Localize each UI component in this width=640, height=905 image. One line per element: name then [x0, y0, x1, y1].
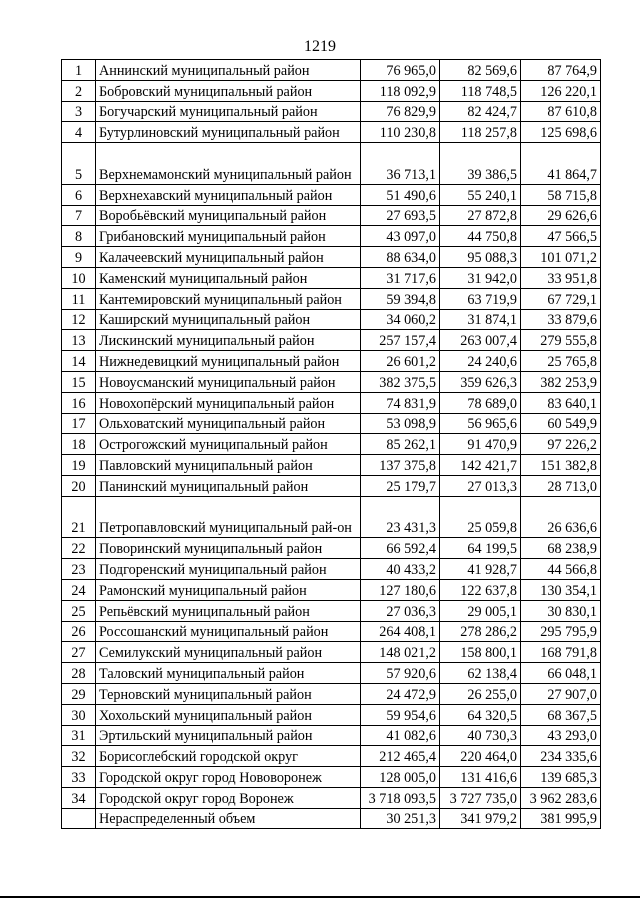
row-value-3-cell: 68 367,5	[521, 704, 601, 725]
row-value-3-cell: 29 626,6	[521, 205, 601, 226]
row-value-3-cell: 3 962 283,6	[521, 787, 601, 808]
row-number-cell: 16	[62, 392, 96, 413]
row-number-cell: 14	[62, 351, 96, 372]
table-row	[62, 122, 601, 143]
row-value-1-cell: 53 098,9	[361, 413, 440, 434]
row-value-3-cell: 87 610,8	[521, 101, 601, 122]
table-row	[62, 787, 601, 808]
row-value-2-cell: 3 727 735,0	[440, 787, 521, 808]
row-name-cell: Эртильский муниципальный район	[96, 725, 361, 746]
row-value-3-cell: 279 555,8	[521, 330, 601, 351]
table-row	[62, 392, 601, 413]
row-value-3-cell: 68 238,9	[521, 538, 601, 559]
table-row	[62, 226, 601, 247]
row-value-1-cell: 382 375,5	[361, 371, 440, 392]
row-number-cell: 24	[62, 579, 96, 600]
row-value-2-cell: 26 255,0	[440, 683, 521, 704]
row-value-1-cell: 76 965,0	[361, 60, 440, 81]
table-row	[62, 267, 601, 288]
table-body	[62, 60, 601, 829]
row-value-2-cell: 44 750,8	[440, 226, 521, 247]
row-name-cell: Кантемировский муниципальный район	[96, 288, 361, 309]
row-value-1-cell: 59 394,8	[361, 288, 440, 309]
row-value-2-cell: 131 416,6	[440, 767, 521, 788]
budget-table	[61, 59, 601, 829]
row-value-1-cell: 264 408,1	[361, 621, 440, 642]
row-value-3-cell: 67 729,1	[521, 288, 601, 309]
table-row	[62, 808, 601, 829]
row-number-cell: 3	[62, 101, 96, 122]
row-name-cell: Терновский муниципальный район	[96, 683, 361, 704]
row-value-2-cell: 118 257,8	[440, 122, 521, 143]
row-value-2-cell: 31 874,1	[440, 309, 521, 330]
row-number-cell: 7	[62, 205, 96, 226]
row-value-2-cell: 55 240,1	[440, 184, 521, 205]
row-name-cell: Лискинский муниципальный район	[96, 330, 361, 351]
row-value-1-cell: 66 592,4	[361, 538, 440, 559]
row-name-cell: Хохольский муниципальный район	[96, 704, 361, 725]
row-value-3-cell: 30 830,1	[521, 600, 601, 621]
row-value-1-cell: 57 920,6	[361, 663, 440, 684]
row-number-cell: 12	[62, 309, 96, 330]
row-name-cell: Каширский муниципальный район	[96, 309, 361, 330]
row-value-1-cell: 41 082,6	[361, 725, 440, 746]
row-value-1-cell: 51 490,6	[361, 184, 440, 205]
table-row	[62, 288, 601, 309]
row-value-3-cell: 101 071,2	[521, 247, 601, 268]
row-number-cell: 2	[62, 80, 96, 101]
table-row	[62, 371, 601, 392]
row-value-1-cell: 257 157,4	[361, 330, 440, 351]
row-value-2-cell: 24 240,6	[440, 351, 521, 372]
row-value-1-cell: 26 601,2	[361, 351, 440, 372]
table-row	[62, 559, 601, 580]
table-row	[62, 309, 601, 330]
row-value-2-cell: 40 730,3	[440, 725, 521, 746]
row-name-cell: Новохопёрский муниципальный район	[96, 392, 361, 413]
row-number-cell: 22	[62, 538, 96, 559]
table-row	[62, 767, 601, 788]
row-name-cell: Аннинский муниципальный район	[96, 60, 361, 81]
row-value-1-cell: 43 097,0	[361, 226, 440, 247]
row-value-3-cell: 139 685,3	[521, 767, 601, 788]
row-value-3-cell: 83 640,1	[521, 392, 601, 413]
table-row	[62, 475, 601, 496]
row-name-cell: Рамонский муниципальный район	[96, 579, 361, 600]
row-number-cell: 6	[62, 184, 96, 205]
table-row	[62, 184, 601, 205]
row-value-1-cell: 27 036,3	[361, 600, 440, 621]
row-value-2-cell: 78 689,0	[440, 392, 521, 413]
row-value-1-cell: 36 713,1	[361, 143, 440, 185]
row-value-2-cell: 341 979,2	[440, 808, 521, 829]
row-number-cell: 13	[62, 330, 96, 351]
row-value-1-cell: 40 433,2	[361, 559, 440, 580]
row-number-cell: 1	[62, 60, 96, 81]
row-name-cell: Россошанский муниципальный район	[96, 621, 361, 642]
row-name-cell: Семилукский муниципальный район	[96, 642, 361, 663]
table-row	[62, 434, 601, 455]
row-number-cell: 4	[62, 122, 96, 143]
table-row	[62, 351, 601, 372]
page-number: 1219	[304, 38, 336, 55]
row-name-cell: Богучарский муниципальный район	[96, 101, 361, 122]
row-value-2-cell: 278 286,2	[440, 621, 521, 642]
row-number-cell: 28	[62, 663, 96, 684]
row-number-cell: 11	[62, 288, 96, 309]
row-value-1-cell: 212 465,4	[361, 746, 440, 767]
row-value-3-cell: 125 698,6	[521, 122, 601, 143]
row-value-3-cell: 60 549,9	[521, 413, 601, 434]
table-row	[62, 621, 601, 642]
row-name-cell: Подгоренский муниципальный район	[96, 559, 361, 580]
row-number-cell: 9	[62, 247, 96, 268]
row-value-1-cell: 127 180,6	[361, 579, 440, 600]
row-value-2-cell: 95 088,3	[440, 247, 521, 268]
row-value-1-cell: 128 005,0	[361, 767, 440, 788]
row-value-3-cell: 295 795,9	[521, 621, 601, 642]
row-name-cell: Нижнедевицкий муниципальный район	[96, 351, 361, 372]
row-number-cell: 34	[62, 787, 96, 808]
row-value-3-cell: 33 879,6	[521, 309, 601, 330]
row-name-cell: Бутурлиновский муниципальный район	[96, 122, 361, 143]
row-number-cell: 33	[62, 767, 96, 788]
row-value-3-cell: 130 354,1	[521, 579, 601, 600]
row-value-2-cell: 62 138,4	[440, 663, 521, 684]
row-value-1-cell: 23 431,3	[361, 496, 440, 538]
row-number-cell: 19	[62, 455, 96, 476]
row-name-cell: Калачеевский муниципальный район	[96, 247, 361, 268]
row-name-cell: Городской округ город Нововоронеж	[96, 767, 361, 788]
row-name-cell: Панинский муниципальный район	[96, 475, 361, 496]
row-name-cell: Новоусманский муниципальный район	[96, 371, 361, 392]
row-value-3-cell: 87 764,9	[521, 60, 601, 81]
row-value-2-cell: 82 569,6	[440, 60, 521, 81]
table-row	[62, 330, 601, 351]
table-row	[62, 600, 601, 621]
row-value-3-cell: 126 220,1	[521, 80, 601, 101]
row-number-cell: 26	[62, 621, 96, 642]
table-row	[62, 143, 601, 185]
table-row	[62, 101, 601, 122]
row-number-cell: 31	[62, 725, 96, 746]
row-value-2-cell: 63 719,9	[440, 288, 521, 309]
row-value-3-cell: 66 048,1	[521, 663, 601, 684]
row-value-2-cell: 64 199,5	[440, 538, 521, 559]
row-value-2-cell: 82 424,7	[440, 101, 521, 122]
row-value-1-cell: 137 375,8	[361, 455, 440, 476]
table-row	[62, 683, 601, 704]
row-number-cell: 29	[62, 683, 96, 704]
row-value-2-cell: 64 320,5	[440, 704, 521, 725]
row-value-1-cell: 74 831,9	[361, 392, 440, 413]
row-value-3-cell: 26 636,6	[521, 496, 601, 538]
row-number-cell: 27	[62, 642, 96, 663]
row-name-cell: Каменский муниципальный район	[96, 267, 361, 288]
table-row	[62, 579, 601, 600]
row-number-cell: 5	[62, 143, 96, 185]
row-value-3-cell: 41 864,7	[521, 143, 601, 185]
row-value-2-cell: 27 872,8	[440, 205, 521, 226]
row-value-3-cell: 25 765,8	[521, 351, 601, 372]
row-number-cell: 15	[62, 371, 96, 392]
row-value-3-cell: 28 713,0	[521, 475, 601, 496]
row-name-cell: Борисоглебский городской округ	[96, 746, 361, 767]
table-row	[62, 746, 601, 767]
row-value-3-cell: 33 951,8	[521, 267, 601, 288]
row-value-2-cell: 263 007,4	[440, 330, 521, 351]
row-number-cell: 10	[62, 267, 96, 288]
row-name-cell: Верхнехавский муниципальный район	[96, 184, 361, 205]
row-value-1-cell: 85 262,1	[361, 434, 440, 455]
table-row	[62, 80, 601, 101]
row-value-2-cell: 142 421,7	[440, 455, 521, 476]
row-name-cell: Ольховатский муниципальный район	[96, 413, 361, 434]
row-value-3-cell: 168 791,8	[521, 642, 601, 663]
row-value-2-cell: 25 059,8	[440, 496, 521, 538]
page-bottom-rule	[0, 896, 640, 898]
row-number-cell	[62, 808, 96, 829]
table-row	[62, 663, 601, 684]
table-row	[62, 725, 601, 746]
table-row	[62, 538, 601, 559]
row-name-cell: Верхнемамонский муниципальный район	[96, 143, 361, 185]
row-value-2-cell: 122 637,8	[440, 579, 521, 600]
row-number-cell: 18	[62, 434, 96, 455]
row-name-cell: Поворинский муниципальный район	[96, 538, 361, 559]
table-row	[62, 642, 601, 663]
table-row	[62, 247, 601, 268]
row-number-cell: 8	[62, 226, 96, 247]
row-name-cell: Репьёвский муниципальный район	[96, 600, 361, 621]
row-value-1-cell: 110 230,8	[361, 122, 440, 143]
row-value-3-cell: 381 995,9	[521, 808, 601, 829]
row-number-cell: 17	[62, 413, 96, 434]
row-value-2-cell: 158 800,1	[440, 642, 521, 663]
row-name-cell: Таловский муниципальный район	[96, 663, 361, 684]
row-value-2-cell: 91 470,9	[440, 434, 521, 455]
row-value-3-cell: 43 293,0	[521, 725, 601, 746]
row-value-1-cell: 34 060,2	[361, 309, 440, 330]
row-value-2-cell: 56 965,6	[440, 413, 521, 434]
row-name-cell: Бобровский муниципальный район	[96, 80, 361, 101]
row-value-3-cell: 97 226,2	[521, 434, 601, 455]
row-value-2-cell: 39 386,5	[440, 143, 521, 185]
row-value-2-cell: 31 942,0	[440, 267, 521, 288]
table-row	[62, 60, 601, 81]
row-number-cell: 20	[62, 475, 96, 496]
row-number-cell: 23	[62, 559, 96, 580]
row-number-cell: 32	[62, 746, 96, 767]
row-value-1-cell: 27 693,5	[361, 205, 440, 226]
row-value-2-cell: 220 464,0	[440, 746, 521, 767]
row-name-cell: Павловский муниципальный район	[96, 455, 361, 476]
row-name-cell: Острогожский муниципальный район	[96, 434, 361, 455]
row-value-2-cell: 29 005,1	[440, 600, 521, 621]
row-value-1-cell: 88 634,0	[361, 247, 440, 268]
row-value-2-cell: 359 626,3	[440, 371, 521, 392]
row-name-cell: Воробьёвский муниципальный район	[96, 205, 361, 226]
row-value-3-cell: 44 566,8	[521, 559, 601, 580]
row-value-3-cell: 234 335,6	[521, 746, 601, 767]
table-row	[62, 413, 601, 434]
table-row	[62, 704, 601, 725]
row-number-cell: 21	[62, 496, 96, 538]
row-value-1-cell: 31 717,6	[361, 267, 440, 288]
table-row	[62, 205, 601, 226]
row-value-3-cell: 382 253,9	[521, 371, 601, 392]
row-number-cell: 30	[62, 704, 96, 725]
row-name-cell: Петропавловский муниципальный рай-он	[96, 496, 361, 538]
row-value-1-cell: 148 021,2	[361, 642, 440, 663]
table-row	[62, 496, 601, 538]
row-value-3-cell: 151 382,8	[521, 455, 601, 476]
row-value-3-cell: 58 715,8	[521, 184, 601, 205]
table-row	[62, 455, 601, 476]
row-value-1-cell: 30 251,3	[361, 808, 440, 829]
row-value-1-cell: 24 472,9	[361, 683, 440, 704]
row-value-1-cell: 118 092,9	[361, 80, 440, 101]
row-value-3-cell: 47 566,5	[521, 226, 601, 247]
row-value-3-cell: 27 907,0	[521, 683, 601, 704]
row-number-cell: 25	[62, 600, 96, 621]
row-value-2-cell: 41 928,7	[440, 559, 521, 580]
row-value-1-cell: 3 718 093,5	[361, 787, 440, 808]
row-value-2-cell: 27 013,3	[440, 475, 521, 496]
row-name-cell: Грибановский муниципальный район	[96, 226, 361, 247]
row-value-2-cell: 118 748,5	[440, 80, 521, 101]
row-value-1-cell: 59 954,6	[361, 704, 440, 725]
row-name-cell: Нераспределенный объем	[96, 808, 361, 829]
row-value-1-cell: 76 829,9	[361, 101, 440, 122]
row-name-cell: Городской округ город Воронеж	[96, 787, 361, 808]
row-value-1-cell: 25 179,7	[361, 475, 440, 496]
